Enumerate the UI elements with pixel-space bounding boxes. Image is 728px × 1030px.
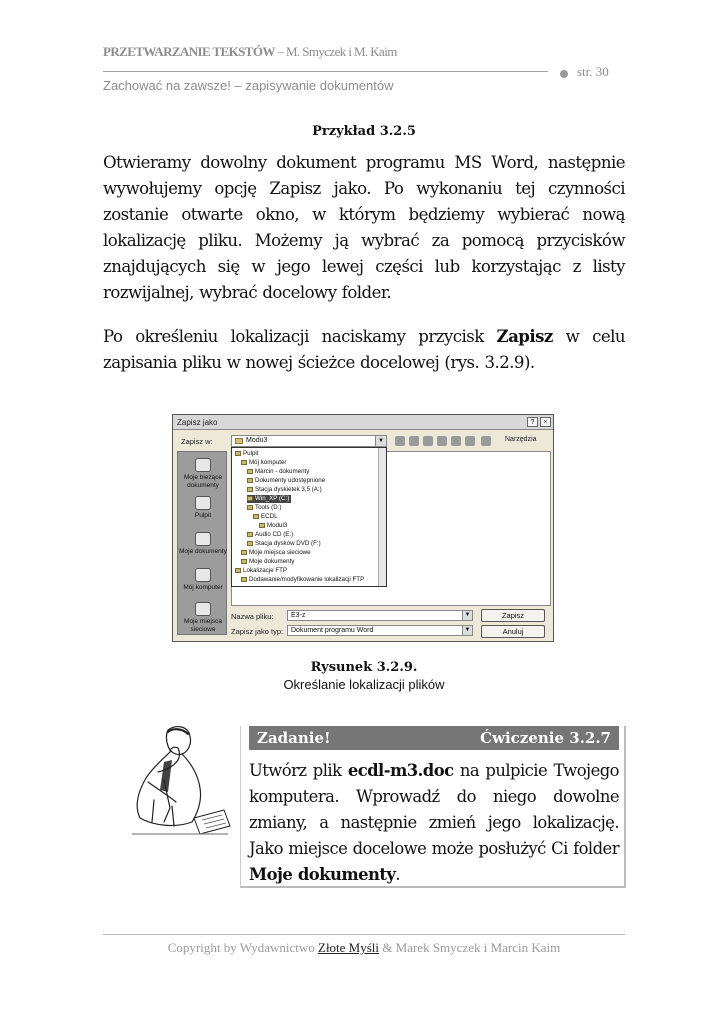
tree-item xyxy=(241,558,294,566)
tree-item xyxy=(247,504,281,512)
folder-icon xyxy=(241,559,247,564)
tree-item xyxy=(247,477,325,485)
footer-rule xyxy=(103,934,625,935)
chevron-down-icon: ▼ xyxy=(462,611,472,620)
task-text-1: Utwórz plik xyxy=(249,761,348,780)
para2-text-end: w celu zapisania pliku w nowej ścieżce docelowej (rys. 3.2.9). xyxy=(103,327,625,372)
place-label: Moje bieżące dokumenty xyxy=(183,474,223,489)
paragraph-1: Otwieramy dowolny dokument programu MS Word, następnie wywołujemy opcję Zapisz jako. Po wykonaniu tej czynności zostanie otwarte okno, w którym będziemy wybierać nową lokalizację pliku. Możemy ją wybrać za pomocą przycisków znajdujących się w jego lewej części lub korzystając z listy rozwijalnej, wybrać docelowy folder. xyxy=(103,153,625,302)
task-text-3: . xyxy=(395,865,401,884)
running-header-title xyxy=(103,44,397,60)
save-in-label: Zapisz w: xyxy=(181,437,213,446)
chevron-down-icon: ▼ xyxy=(462,626,472,635)
task-label: Zadanie! xyxy=(257,729,331,747)
place-my-computer xyxy=(178,568,228,592)
tree-item xyxy=(247,531,293,539)
tree-label: Mój komputer xyxy=(249,459,287,466)
task-text-2: na pulpicie Twojego komputera. Wprowadź do niego dowolne zmiany, a następnie zmień jego lokalizację. Jako miejsce docelowe może posłużyć Ci folder xyxy=(249,761,619,858)
place-label: Mój komputer xyxy=(183,584,223,591)
filename-label: Nazwa pliku: xyxy=(231,612,274,621)
place-recent xyxy=(178,458,228,490)
desktop-icon xyxy=(235,451,241,456)
tree-label: Tools (D:) xyxy=(255,504,282,511)
filename-field xyxy=(287,610,473,621)
drive-icon xyxy=(247,505,253,510)
tree-label: Marcin - dokumenty xyxy=(255,468,310,475)
footer-copyright: Copyright by Wydawnictwo xyxy=(167,940,318,955)
ftp-icon xyxy=(235,568,241,573)
drive-icon xyxy=(247,496,253,501)
my-documents-icon xyxy=(195,532,211,546)
dialog-title: Zapisz jako xyxy=(173,415,553,430)
tree-item xyxy=(235,567,287,575)
book-title: PRZETWARZANIE TEKSTÓW xyxy=(103,44,275,59)
desktop-icon xyxy=(195,496,211,510)
save-button: Zapisz xyxy=(481,609,545,622)
views-icon xyxy=(465,436,475,446)
back-icon xyxy=(395,436,405,446)
tree-item xyxy=(247,468,309,476)
filetype-field xyxy=(287,625,473,636)
help-icon: ? xyxy=(527,417,538,427)
task-filename: ecdl-m3.doc xyxy=(347,761,454,780)
filetype-value: Dokument programu Word xyxy=(291,627,374,634)
tree-label: Pulpit xyxy=(243,450,259,457)
title-separator: – xyxy=(274,44,286,59)
folder-icon xyxy=(235,438,243,444)
recent-docs-icon xyxy=(195,458,211,472)
place-label: Moje dokumenty xyxy=(179,548,227,555)
save-as-dialog-screenshot xyxy=(172,414,554,642)
tree-label: ECDL xyxy=(261,513,278,520)
place-network xyxy=(178,602,228,634)
folder-icon xyxy=(259,523,265,528)
delete-icon xyxy=(437,436,447,446)
cd-icon xyxy=(247,532,253,537)
cancel-button: Anuluj xyxy=(481,625,545,638)
tree-item xyxy=(235,450,258,458)
section-subtitle: Zachować na zawsze! – zapisywanie dokumentów xyxy=(103,78,394,93)
tree-label: Dokumenty udostępnione xyxy=(255,477,326,484)
task-folder: Moje dokumenty xyxy=(249,865,396,884)
filename-value: E3-z xyxy=(291,612,306,619)
network-icon xyxy=(195,602,211,616)
close-icon: × xyxy=(540,417,551,427)
publisher-link[interactable]: Złote Myśli xyxy=(318,940,380,955)
folder-icon xyxy=(253,514,259,519)
filetype-label: Zapisz jako typ: xyxy=(231,627,284,636)
header-bullet xyxy=(560,70,568,78)
tree-item xyxy=(241,549,311,557)
tree-item xyxy=(247,486,322,494)
tree-label: Moje miejsca sieciowe xyxy=(249,549,311,556)
task-header xyxy=(249,726,619,750)
dvd-icon xyxy=(247,541,253,546)
tree-label: Modul3 xyxy=(267,522,288,529)
tree-label: Dodawanie/modyfikowanie lokalizacji FTP xyxy=(249,576,365,583)
tree-item xyxy=(259,522,287,530)
task-text xyxy=(249,758,619,888)
tree-label: Moje dokumenty xyxy=(249,558,295,565)
tree-item xyxy=(241,576,364,584)
figure-caption: Określanie lokalizacji plików xyxy=(283,677,445,692)
save-in-combo xyxy=(231,435,387,447)
computer-icon xyxy=(195,568,211,582)
footer xyxy=(0,940,728,956)
computer-icon xyxy=(241,460,247,465)
places-bar xyxy=(177,451,227,635)
location-dropdown xyxy=(231,447,387,587)
exercise-number: Ćwiczenie 3.2.7 xyxy=(480,729,611,747)
chevron-down-icon: ▼ xyxy=(375,436,386,446)
example-title: Przykład 3.2.5 xyxy=(312,124,416,139)
figure-number: Rysunek 3.2.9. xyxy=(310,660,418,675)
tree-label: Stacja dyskietek 3,5 (A:) xyxy=(255,486,322,493)
network-icon xyxy=(241,550,247,555)
tree-item xyxy=(253,513,278,521)
place-desktop xyxy=(178,496,228,520)
thinking-man-illustration xyxy=(124,722,232,840)
tools-icon xyxy=(481,436,491,446)
tree-item xyxy=(247,540,321,548)
new-folder-icon xyxy=(451,436,461,446)
place-label: Moje miejsca sieciowe xyxy=(184,618,222,633)
para2-text: Po określeniu lokalizacji naciskamy przycisk xyxy=(103,327,497,346)
authors: M. Smyczek i M. Kaim xyxy=(285,44,397,59)
ftp-icon xyxy=(241,577,247,582)
para2-bold: Zapisz xyxy=(496,326,553,346)
folder-icon xyxy=(247,478,253,483)
task-box xyxy=(240,726,626,888)
place-label: Pulpit xyxy=(194,512,212,519)
up-folder-icon xyxy=(409,436,419,446)
tree-item xyxy=(241,459,286,467)
footer-authors: & Marek Smyczek i Marcin Kaim xyxy=(379,940,561,955)
tree-label: Win_XP (C:) xyxy=(255,495,290,502)
header-rule xyxy=(103,71,548,72)
tools-menu: Narzędzia xyxy=(505,436,537,443)
tree-label: Audio CD (E:) xyxy=(255,531,294,538)
paragraph-2 xyxy=(103,323,625,376)
place-my-documents xyxy=(178,532,228,556)
save-in-value: Modu3 xyxy=(246,437,268,444)
tree-item-selected xyxy=(247,495,291,503)
page-number: str. 30 xyxy=(577,64,609,79)
tree-label: Stacja dysków DVD (F:) xyxy=(255,540,321,547)
floppy-icon xyxy=(247,487,253,492)
search-web-icon xyxy=(423,436,433,446)
dropdown-scrollbar xyxy=(378,448,386,586)
folder-icon xyxy=(247,469,253,474)
tree-label: Lokalizacje FTP xyxy=(243,567,288,574)
